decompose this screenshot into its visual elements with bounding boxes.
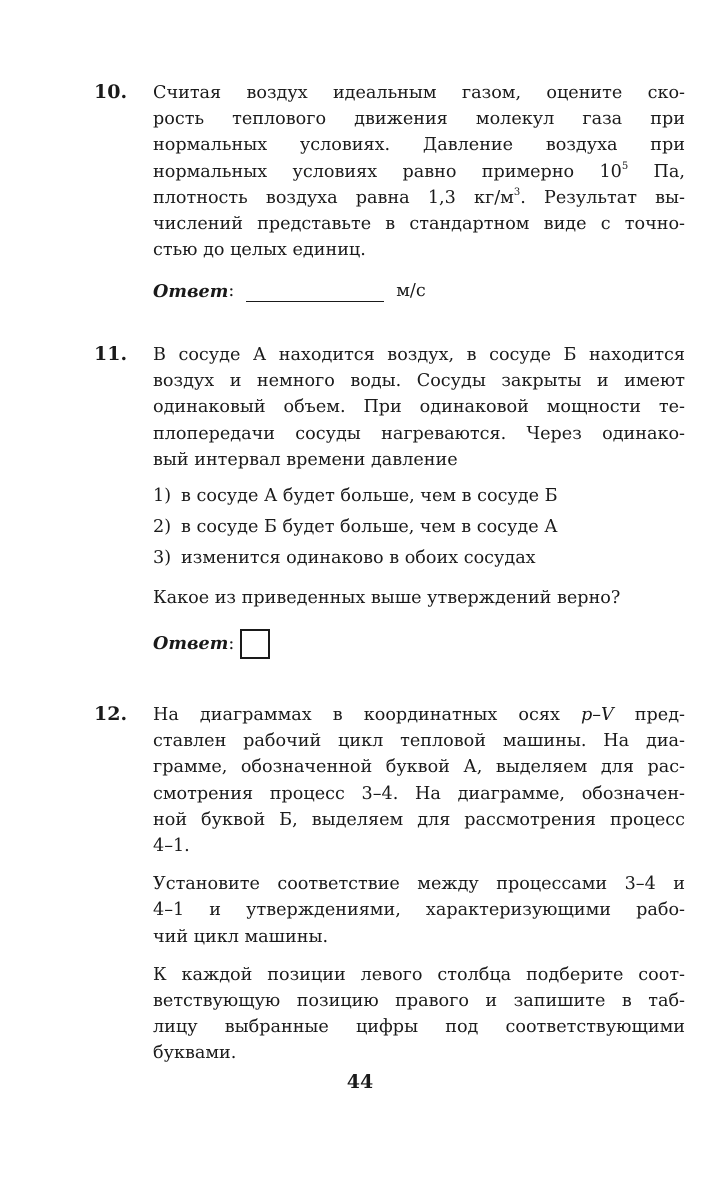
text-fragment: . Результат вы-: [520, 187, 685, 208]
option-3: [153, 543, 685, 574]
answer-colon: :: [228, 281, 235, 302]
problem-text: [153, 342, 685, 662]
text-fragment: пред-: [613, 705, 685, 725]
problem-text: [153, 702, 685, 1066]
option-text: изменится одинаково в обоих сосудах: [181, 547, 536, 568]
answer-row: [153, 626, 685, 662]
axes-variable: p–V: [580, 705, 614, 725]
question-text: Какое из приведенных выше утверждений верно?: [153, 587, 621, 608]
text-line: одинаковый объем. При одинаковой мощности те-: [153, 397, 685, 418]
text-line: В сосуде А находится воздух, в сосуде Б находится: [153, 345, 685, 365]
text-line: ставлен рабочий цикл тепловой машины. На диа-: [153, 731, 685, 752]
answer-input-line[interactable]: [246, 281, 384, 302]
text-line: числений представьте в стандартном виде с точно-: [153, 213, 685, 234]
text-line: грамме, обозначенной буквой А, выделяем для рас-: [153, 757, 685, 778]
option-number: 1): [153, 485, 172, 506]
text-line: Установите соответствие между процессами 3–4 и: [153, 874, 685, 895]
answer-row: [153, 275, 685, 307]
text-fragment: плотность воздуха равна 1,3 кг/м: [153, 187, 514, 208]
text-line: К каждой позиции левого столбца подберите соот-: [153, 964, 685, 985]
text-line: ветствующую позицию правого и запишите в таб-: [153, 990, 685, 1011]
option-number: 2): [153, 516, 172, 537]
problem-number: 10.: [94, 81, 128, 103]
text-line: ной буквой Б, выделяем для рассмотрения процесс: [153, 809, 685, 830]
text-fragment: Па,: [628, 161, 685, 182]
option-text: в сосуде А будет больше, чем в сосуде Б: [181, 485, 558, 506]
text-line: стью до целых единиц.: [153, 240, 366, 261]
exponent: 5: [621, 160, 629, 172]
option-number: 3): [153, 547, 172, 568]
text-line: [153, 159, 685, 185]
page-number: 44: [346, 1071, 374, 1093]
option-text: в сосуде Б будет больше, чем в сосуде А: [181, 516, 558, 537]
text-line: 4–1.: [153, 835, 190, 856]
text-line: [153, 702, 685, 728]
text-line: смотрения процесс 3–4. На диаграмме, обозначен-: [153, 783, 685, 804]
exponent: 3: [513, 186, 521, 198]
text-line: буквами.: [153, 1043, 237, 1064]
option-2: [153, 512, 685, 543]
text-line: Считая воздух идеальным газом, оцените ско-: [153, 83, 685, 103]
problem-number: 12.: [94, 703, 128, 725]
text-line: воздух и немного воды. Сосуды закрыты и имеют: [153, 371, 685, 392]
text-line: плопередачи сосуды нагреваются. Через одинако-: [153, 423, 685, 444]
answer-label: Ответ: [153, 280, 229, 302]
problem-number: 11.: [94, 343, 128, 365]
answer-box[interactable]: [240, 629, 270, 659]
text-line: лицу выбранные цифры под соответствующими: [153, 1017, 685, 1038]
text-line: нормальных условиях. Давление воздуха при: [153, 135, 685, 156]
option-1: [153, 481, 685, 512]
text-line: 4–1 и утверждениями, характеризующими рабо-: [153, 900, 685, 921]
text-line: рость теплового движения молекул газа при: [153, 109, 685, 130]
question: [153, 583, 685, 614]
text-fragment: нормальных условиях равно примерно 10: [153, 161, 622, 182]
text-line: [153, 185, 685, 211]
text-fragment: На диаграммах в координатных осях: [153, 705, 581, 725]
answer-label: Ответ: [153, 633, 229, 655]
answer-colon: :: [228, 633, 235, 654]
text-line: вый интервал времени давление: [153, 449, 458, 470]
text-line: чий цикл машины.: [153, 926, 329, 947]
answer-unit: м/с: [396, 281, 426, 302]
problem-text: [153, 80, 685, 307]
